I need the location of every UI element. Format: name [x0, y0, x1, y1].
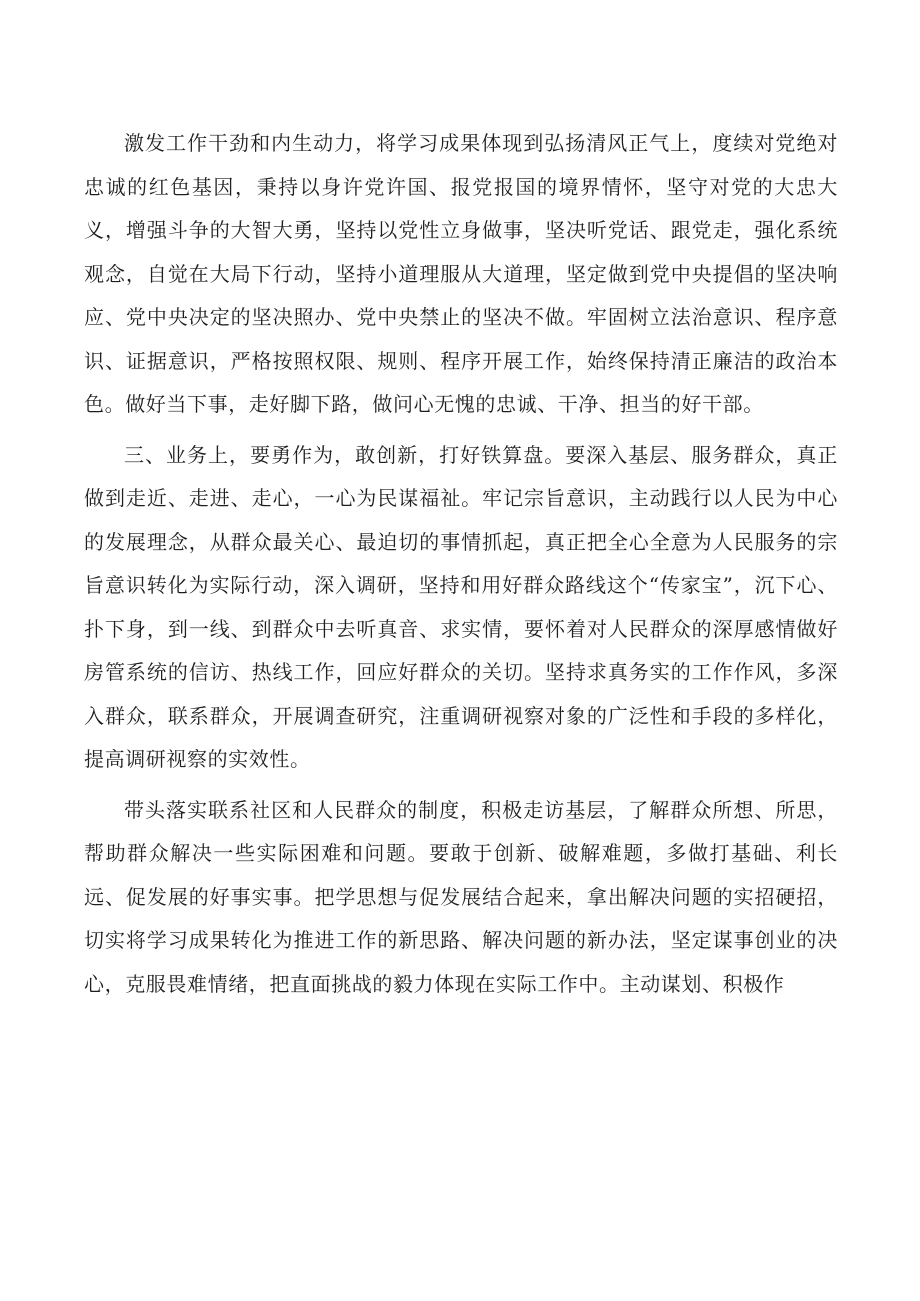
- document-body: [84, 122, 838, 1006]
- paragraph-1: 激发工作干劲和内生动力，将学习成果体现到弘扬清风正气上，度续对党绝对忠诚的红色基因，秉持以身许党许国、报党报国的境界情怀，坚守对党的大忠大义，增强斗争的大智大勇，坚持以党性立身做事，坚决听党话、跟党走，强化系统观念，自觉在大局下行动，坚持小道理服从大道理，坚定做到党中央提倡的坚决响应、党中央决定的坚决照办、党中央禁止的坚决不做。牢固树立法治意识、程序意识、证据意识，严格按照权限、规则、程序开展工作，始终保持清正廉洁的政治本色。做好当下事，走好脚下路，做问心无愧的忠诚、干净、担当的好干部。: [84, 131, 838, 416]
- paragraph-3: 带头落实联系社区和人民群众的制度，积极走访基层，了解群众所想、所思，帮助群众解决一些实际困难和问题。要敢于创新、破解难题，多做打基础、利长远、促发展的好事实事。把学思想与促发展结合起来，拿出解决问题的实招硬招，切实将学习成果转化为推进工作的新思路、解决问题的新办法，坚定谋事创业的决心，克服畏难情绪，把直面挑战的毅力体现在实际工作中。主动谋划、积极作: [84, 797, 838, 996]
- paragraph-2: 三、业务上，要勇作为，敢创新，打好铁算盘。要深入基层、服务群众，真正做到走近、走进、走心，一心为民谋福祉。牢记宗旨意识，主动践行以人民为中心的发展理念，从群众最关心、最迫切的事情抓起，真正把全心全意为人民服务的宗旨意识转化为实际行动，深入调研，坚持和用好群众路线这个“传家宝”，沉下心、扑下身，到一线、到群众中去听真音、求实情，要怀着对人民群众的深厚感情做好房管系统的信访、热线工作，回应好群众的关切。坚持求真务实的工作作风，多深入群众，联系群众，开展调查研究，注重调研视察对象的广泛性和手段的多样化，提高调研视察的实效性。: [84, 442, 838, 771]
